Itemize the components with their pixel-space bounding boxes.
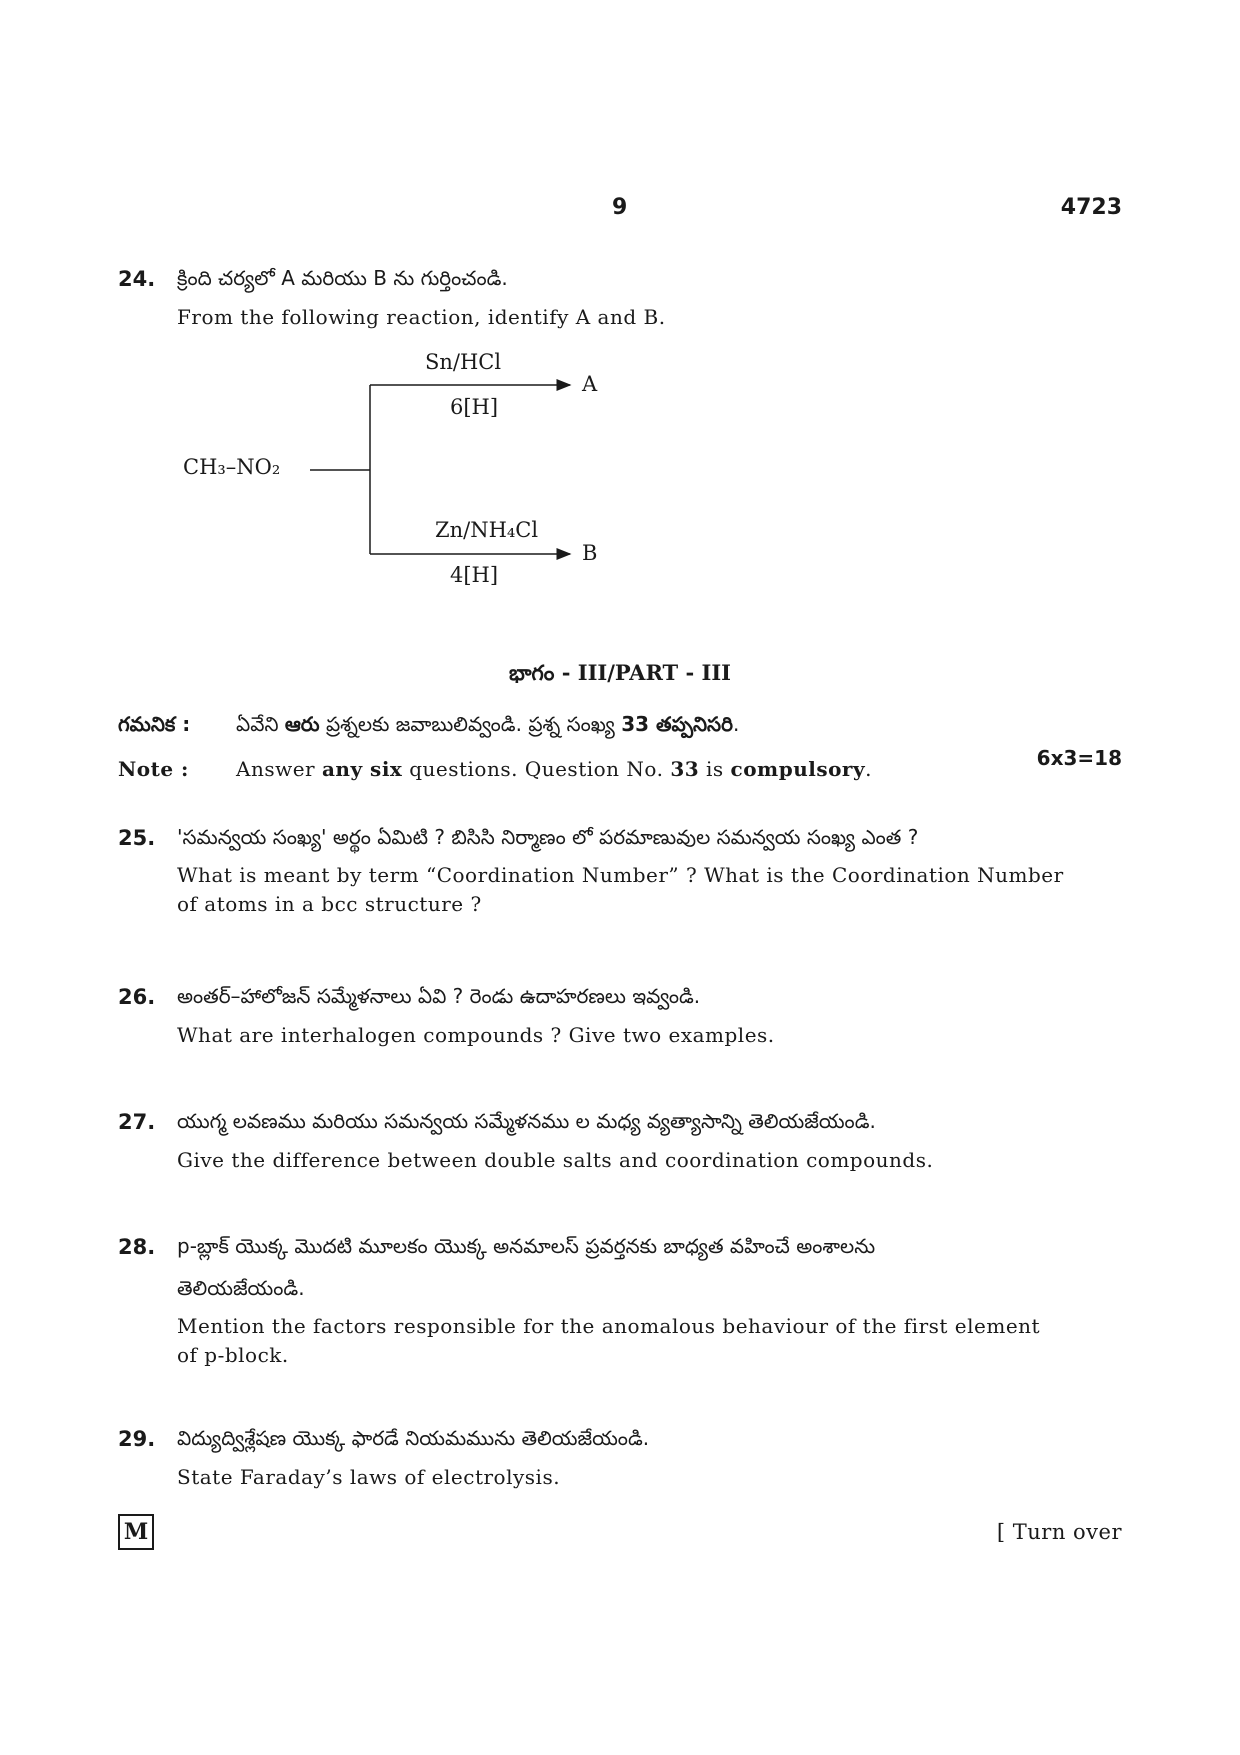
note-english-label: Note : (118, 757, 189, 781)
question-28-telugu: p-బ్లాక్ యొక్క మొదటి మూలకం యొక్క అనమాలస్ ప్రవర్తనకు బాధ్యత వహించే అంశాలను (177, 1234, 876, 1258)
question-25-telugu: 'సమన్వయ సంఖ్య' అర్థం ఏమిటి ? బిసిసి నిర్మాణం లో పరమాణువుల సమన్వయ సంఖ్య ఎంత ? (177, 825, 919, 849)
note-telugu-label: గమనిక : (118, 712, 191, 736)
note-telugu-end: . (732, 712, 740, 736)
note-english-compulsory: compulsory (730, 757, 866, 781)
product-b: B (582, 541, 598, 565)
question-28-telugu-line2: తెలియజేయండి. (177, 1276, 305, 1300)
lower-condition: 4[H] (450, 563, 499, 587)
question-27-english: Give the difference between double salts and coordination compounds. (177, 1148, 934, 1172)
turn-over-text: [ Turn over (996, 1520, 1122, 1544)
question-number-26: 26. (118, 985, 156, 1009)
section-marks: 6x3=18 (1036, 746, 1122, 770)
question-number-24: 24. (118, 267, 156, 291)
question-25-english: What is meant by term “Coordination Number” ? What is the Coordination Number of atoms in a bcc structure ? (177, 863, 1064, 916)
question-27-telugu: యుగ్మ లవణము మరియు సమన్వయ సమ్మేళనము ల మధ్య వ్యత్యాసాన్ని తెలియజేయండి. (177, 1109, 876, 1133)
question-29-telugu: విద్యుద్విశ్లేషణ యొక్క ఫారడే నియమమును తెలియజేయండి. (177, 1426, 650, 1450)
paper-code: 4723 (1060, 195, 1122, 220)
note-telugu (236, 712, 739, 741)
note-telugu-mid: ప్రశ్నలకు జవాబులివ్వండి. ప్రశ్న సంఖ్య (319, 712, 622, 736)
note-english-33: 33 (670, 757, 700, 781)
question-26-telugu: అంతర్–హాలోజన్ సమ్మేళనాలు ఏవి ? రెండు ఉదాహరణలు ఇవ్వండి. (177, 984, 701, 1008)
reaction-diagram (150, 340, 630, 600)
question-28-english: Mention the factors responsible for the anomalous behaviour of the first element of p-block. (177, 1314, 1041, 1367)
note-telugu-pre: ఏవేని (236, 712, 285, 736)
page-number: 9 (612, 195, 628, 220)
question-24-english: From the following reaction, identify A and B. (177, 305, 666, 329)
note-english-pre: Answer (236, 757, 322, 781)
upper-reagent: Sn/HCl (425, 350, 502, 374)
note-english (236, 757, 872, 781)
question-number-28: 28. (118, 1235, 156, 1259)
part-heading: భాగం - III/PART - III (509, 660, 731, 685)
reactant-formula: CH₃–NO₂ (183, 455, 281, 479)
upper-condition: 6[H] (450, 395, 499, 419)
lower-reagent: Zn/NH₄Cl (435, 518, 539, 542)
product-a: A (582, 372, 598, 396)
note-english-mid: questions. Question No. (402, 757, 671, 781)
note-english-end: . (865, 757, 872, 781)
question-24-telugu: క్రింది చర్యలో A మరియు B ను గుర్తించండి. (177, 266, 508, 290)
note-telugu-compulsory: 33 తప్పనిసరి (621, 712, 733, 736)
question-number-25: 25. (118, 826, 156, 850)
note-english-any-six: any six (321, 757, 403, 781)
question-number-27: 27. (118, 1110, 156, 1134)
question-26-english: What are interhalogen compounds ? Give two examples. (177, 1023, 775, 1047)
question-29-english: State Faraday’s laws of electrolysis. (177, 1465, 561, 1489)
note-english-mid2: is (699, 757, 731, 781)
medium-mark-box: M (118, 1514, 154, 1550)
question-number-29: 29. (118, 1427, 156, 1451)
note-telugu-six: ఆరు (284, 712, 320, 736)
